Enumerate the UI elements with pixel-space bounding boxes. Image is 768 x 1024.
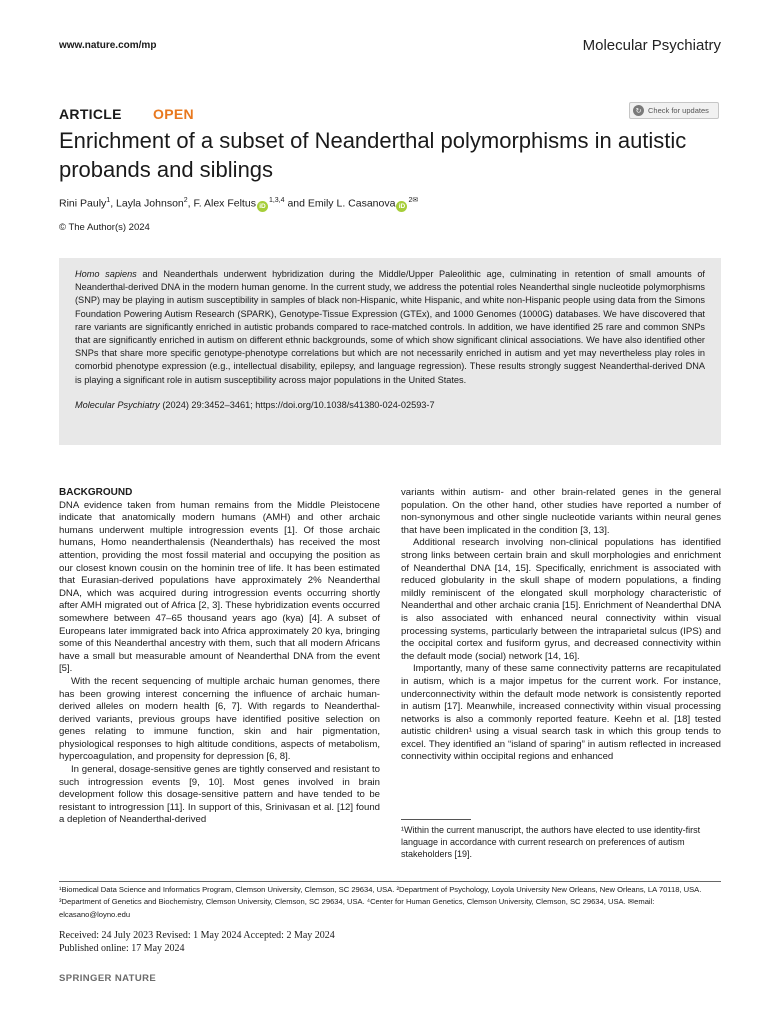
abstract-box [59,258,721,445]
article-type-label: ARTICLE [59,106,122,122]
author-list: Rini Pauly$^1$, Layla Johnson$^2$, F. Alex Feltus iD$^{1,3,4}$ and Emily L. Casanova $iD^{2✉}$ [59,197,419,210]
affiliations-divider [59,881,721,882]
check-for-updates-label: Check for updates [648,106,709,115]
section-heading: BACKGROUND [59,487,133,498]
received-revised-accepted: Received: 24 July 2023 Revised: 1 May 2024 Accepted: 2 May 2024 [59,930,335,941]
refresh-icon: ↻ [633,105,644,116]
check-for-updates-button[interactable] [629,102,719,119]
affiliation-marker: 1,3,4 [268,197,285,204]
abstract-text: Homo sapiens and Neanderthals underwent hybridization during the Middle/Upper Paleolithic age, culminating in retention of small amounts of Neanderthal-derived DNA in the modern human genome. In the current study, we address the potential roles Neanderthal single nucleotide polymorphisms (SNP) may be playing in autism susceptibility in samples of black non-Hispanic, white Hispanic, and white non-Hispanic people using data from the Simons Foundation Powering Autism Research (SPARK), Genotype-Tissue Expression (GTEx), and 1000 Genomes (1000G) databases. We have discovered that rare variants are significantly enriched in autistic probands compared to race-matched controls. In addition, we have identified 25 rare and common SNPs that are significantly enriched in autism on different ethnic backgrounds, some of which show significant clinical associations. We have also identified other SNPs that share more specific genotype-phenotype correlations but which are not necessarily enriched in autism and yet may nevertheless play roles in comorbid phenotype expression (e.g., intellectual disability, epilepsy, and language regression). These results strongly suggest Neanderthal-derived DNA is playing a significant role in autism susceptibility across major populations in the United States. [75,269,705,385]
body-paragraph: In general, dosage-sensitive genes are tightly conserved and resistant to such introgression events [9, 10]. Most genes involved in brain development follow this dosage-sensitive pattern and have tended to be resistant to introgression [11]. In support of this, Srinivasan et al. [12] found a depletion of Neanderthal-derived [59,764,380,826]
body-paragraph: Importantly, many of these same connectivity patterns are recapitulated in autism, which is a major impetus for the current work. For instance, underconnectivity within the default mode network is consistently reported in autism [17]. Meanwhile, increased connectivity within visual processing networks is also a commonly reported feature. Keehn et al. [18] tested autistic children¹ using a visual search task in which this group tends to excel. They identified an “island of sparing” in autism reflected in increased connectivity within occipital regions and enhanced [401,663,721,763]
footnote-divider [401,819,471,820]
body-paragraph: With the recent sequencing of multiple archaic human genomes, there has been growing interest concerning the influence of archaic human-derived alleles on modern health [6, 7]. With regards to Neanderthal-derived variants, previous groups have identified positive selection on genes relating to immune function, skin and hair pigmentation, physiological responses to high altitude conditions, aspects of metabolism, hypercoagulation, and propensity for depression [6, 8]. [59,675,380,763]
affiliation-marker: 2 [183,197,188,204]
journal-url[interactable]: www.nature.com/mp [59,40,157,51]
publisher-logo: SPRINGER NATURE [59,973,157,984]
footnote: ¹Within the current manuscript, the authors have elected to use identity-first language in accordance with current research on preferences of autism stakeholders [19]. [401,825,701,860]
orcid-icon[interactable]: iD [257,201,268,212]
orcid-icon[interactable]: iD [396,201,407,212]
affiliation-marker: 1 [106,197,111,204]
published-online: Published online: 17 May 2024 [59,943,185,954]
article-citation: Molecular Psychiatry (2024) 29:3452–3461; https://doi.org/10.1038/s41380-024-02593-7 [75,399,435,410]
affiliations: ¹Biomedical Data Science and Informatics Program, Clemson University, Clemson, SC 29634, USA. ²Department of Psychology, Loyola University New Orleans, New Orleans, LA 70118, USA. ³Department of Genetics and Biochemistry, Clemson University, Clemson, SC 29634, USA. ⁴Center for Human Genetics, Clemson University, Clemson, SC 29634, USA. ✉email: elcasano@loyno.edu [59,885,702,919]
publication-dates [59,929,335,955]
article-title: Enrichment of a subset of Neanderthal polymorphisms in autistic probands and siblings [59,128,687,182]
author-name: Emily L. Casanova [307,197,396,210]
journal-name: Molecular Psychiatry [582,37,721,54]
open-access-label: OPEN [153,106,194,122]
author-name: Rini Pauly [59,197,107,210]
affiliation-marker: 2 [408,197,413,204]
body-column-left [59,487,380,827]
body-paragraph: variants within autism- and other brain-related genes in the general population. On the other hand, other studies have reported a number of non-synonymous and other single nucleotide variants within neural genes that have been implicated in the condition [3, 13]. [401,487,721,536]
email-icon[interactable]: ✉ [412,197,419,204]
body-column-right [401,487,721,764]
author-name: F. Alex Feltus [193,197,256,210]
author-name: Layla Johnson [116,197,184,210]
copyright-notice: © The Author(s) 2024 [59,222,150,233]
body-paragraph: Additional research involving non-clinical populations has identified strong links between certain brain and skull morphologies and enrichment of Neanderthal DNA [14, 15]. Specifically, enrichment is associated with reduced globularity in the skull shape of modern populations, a finding mildly reminiscent of the elongated skull morphology characteristic of Neanderthal and other archaic crania [15]. Enrichment of Neanderthal DNA is also associated with enhanced neural connectivity within visual processing systems, particularly between the intraparietal sulcus (IPS) and the occipital cortex and fusiform gyrus, and decreased connectivity within the default mode (social) network [14, 16]. [401,537,721,662]
body-paragraph: DNA evidence taken from human remains from the Middle Pleistocene indicate that anatomically modern humans (AMH) and other archaic humans underwent multiple introgression events [1]. Of those archaic humans, Homo neanderthalensis (Neanderthals) has received the most attention, providing the most fossil material and occupying the position as our closest known cousin on the hominin tree of life. It has been estimated that Eurasian-derived populations have approximately 2% Neanderthal DNA, which was acquired during introgression events occurring shortly after AMH migrated out of Africa [2, 3]. These hybridization events occurred somewhere between 47–65 thousand years ago (kya) [4]. A subset of Europeans later immigrated back into Africa approximately 20 kya, bringing some of this Neanderthal ancestry with them, such that all modern Africans have a small but measurable amount of Neanderthal DNA from the event [5]. [59,499,380,675]
